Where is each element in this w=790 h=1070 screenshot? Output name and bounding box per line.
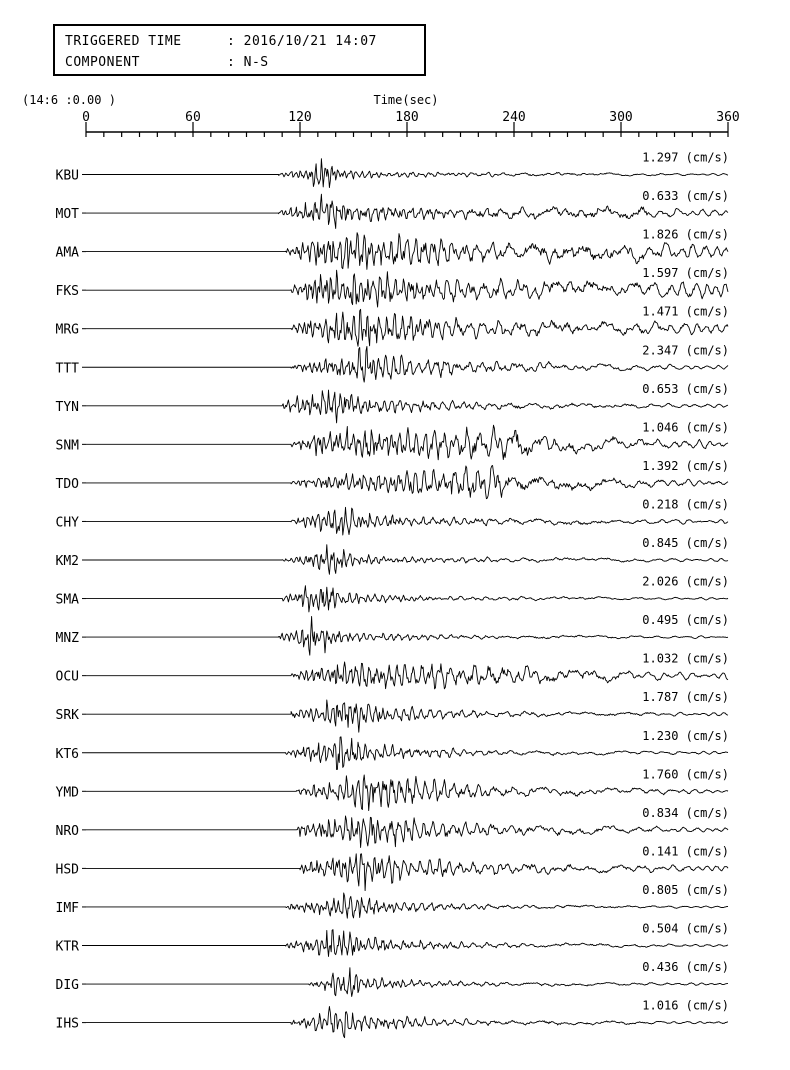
- peak-amplitude-label: 0.633 (cm/s): [642, 189, 729, 204]
- station-trace-imf: [56, 883, 729, 918]
- station-trace-kt6: [56, 729, 729, 770]
- waveform-line: [86, 466, 728, 499]
- waveform-line: [86, 390, 728, 423]
- station-trace-ihs: [56, 999, 729, 1038]
- waveform-line: [86, 586, 728, 612]
- station-trace-hsd: [56, 844, 729, 890]
- waveform-line: [86, 616, 728, 655]
- station-trace-mnz: [56, 613, 729, 655]
- peak-amplitude-label: 1.032 (cm/s): [642, 651, 729, 666]
- station-trace-nro: [56, 806, 729, 848]
- waveform-line: [86, 347, 728, 383]
- station-trace-ama: [56, 228, 729, 270]
- station-label: MOT: [55, 207, 79, 223]
- waveform-line: [86, 194, 728, 228]
- waveform-line: [86, 159, 728, 188]
- peak-amplitude-label: 2.347 (cm/s): [642, 343, 729, 358]
- station-label: SMA: [55, 592, 79, 608]
- station-trace-mrg: [56, 305, 729, 347]
- peak-amplitude-label: 1.787 (cm/s): [642, 690, 729, 705]
- station-trace-tdo: [56, 459, 729, 499]
- station-trace-chy: [56, 497, 729, 535]
- axis-tick-label: 360: [716, 110, 740, 125]
- station-label: AMA: [55, 245, 79, 261]
- waveform-line: [86, 854, 728, 891]
- x-axis-title: Time(sec): [373, 93, 439, 107]
- peak-amplitude-label: 0.218 (cm/s): [642, 497, 729, 512]
- waveform-line: [86, 968, 728, 997]
- station-label: NRO: [55, 823, 79, 839]
- peak-amplitude-label: 0.504 (cm/s): [642, 921, 729, 936]
- waveform-line: [86, 737, 728, 770]
- station-label: KBU: [55, 168, 79, 184]
- peak-amplitude-label: 1.826 (cm/s): [642, 227, 729, 242]
- component-value: N-S: [243, 55, 269, 70]
- peak-amplitude-label: 1.046 (cm/s): [642, 420, 729, 435]
- time-origin-label: (14:6 :0.00 ): [22, 93, 116, 107]
- axis-tick-label: 60: [185, 110, 201, 125]
- peak-amplitude-label: 0.436 (cm/s): [642, 960, 729, 975]
- triggered-time-value: 2016/10/21 14:07: [243, 34, 377, 49]
- waveform-line: [86, 1007, 728, 1038]
- station-label: KTR: [55, 939, 79, 955]
- station-label: MRG: [55, 322, 79, 338]
- waveform-line: [86, 662, 728, 689]
- component-separator: :: [227, 55, 236, 70]
- station-trace-ocu: [56, 652, 729, 689]
- station-trace-tyn: [56, 382, 729, 423]
- peak-amplitude-label: 1.597 (cm/s): [642, 266, 729, 281]
- station-label: OCU: [55, 669, 79, 685]
- axis-tick-label: 0: [82, 110, 90, 125]
- station-label: TTT: [55, 361, 79, 377]
- station-label: TYN: [55, 399, 79, 415]
- triggered-time-separator: :: [227, 34, 236, 49]
- station-label: IMF: [55, 900, 79, 916]
- waveform-line: [86, 233, 728, 270]
- time-axis: [82, 110, 740, 137]
- station-label: KM2: [55, 554, 79, 569]
- station-label: SRK: [55, 708, 79, 724]
- peak-amplitude-label: 0.141 (cm/s): [642, 844, 729, 859]
- peak-amplitude-label: 1.016 (cm/s): [642, 998, 729, 1013]
- station-trace-km2: [56, 536, 729, 574]
- station-trace-snm: [56, 420, 729, 459]
- station-label: CHY: [55, 515, 79, 531]
- station-trace-ttt: [56, 343, 729, 382]
- station-trace-mot: [56, 189, 729, 228]
- station-trace-sma: [56, 575, 729, 612]
- waveform-line: [86, 700, 728, 732]
- peak-amplitude-label: 0.805 (cm/s): [642, 882, 729, 897]
- station-trace-ymd: [56, 767, 729, 810]
- waveform-line: [86, 545, 728, 575]
- peak-amplitude-label: 0.845 (cm/s): [642, 536, 729, 550]
- component-label: COMPONENT: [65, 55, 140, 70]
- peak-amplitude-label: 1.471 (cm/s): [642, 304, 729, 319]
- waveform-line: [86, 270, 728, 307]
- axis-tick-label: 240: [502, 110, 526, 125]
- axis-tick-label: 300: [609, 110, 633, 125]
- station-trace-srk: [56, 690, 729, 732]
- waveform-line: [86, 816, 728, 848]
- peak-amplitude-label: 1.230 (cm/s): [642, 728, 729, 743]
- station-label: DIG: [55, 978, 79, 994]
- trace-list: [56, 151, 729, 1038]
- peak-amplitude-label: 1.760 (cm/s): [642, 767, 729, 782]
- peak-amplitude-label: 1.392 (cm/s): [642, 458, 729, 473]
- waveform-line: [86, 930, 728, 957]
- peak-amplitude-label: 0.834 (cm/s): [642, 805, 729, 820]
- station-label: YMD: [55, 785, 79, 801]
- peak-amplitude-label: 0.653 (cm/s): [642, 381, 729, 396]
- waveform-line: [86, 507, 728, 535]
- station-label: IHS: [55, 1016, 79, 1032]
- station-label: HSD: [55, 862, 79, 878]
- peak-amplitude-label: 1.297 (cm/s): [642, 150, 729, 165]
- station-label: MNZ: [55, 631, 79, 647]
- axis-tick-label: 180: [395, 110, 419, 125]
- station-trace-fks: [56, 266, 729, 307]
- station-trace-ktr: [56, 922, 729, 957]
- peak-amplitude-label: 0.495 (cm/s): [642, 613, 729, 628]
- waveform-line: [86, 425, 728, 460]
- triggered-time-label: TRIGGERED TIME: [65, 34, 182, 49]
- waveform-line: [86, 775, 728, 811]
- station-trace-dig: [56, 960, 729, 996]
- waveform-line: [86, 893, 728, 918]
- axis-tick-label: 120: [288, 110, 312, 125]
- waveform-line: [86, 309, 728, 346]
- station-label: KT6: [55, 746, 79, 762]
- peak-amplitude-label: 2.026 (cm/s): [642, 574, 729, 589]
- station-label: SNM: [55, 438, 79, 454]
- station-label: FKS: [55, 284, 79, 300]
- station-label: TDO: [55, 476, 79, 492]
- station-trace-kbu: [56, 151, 729, 188]
